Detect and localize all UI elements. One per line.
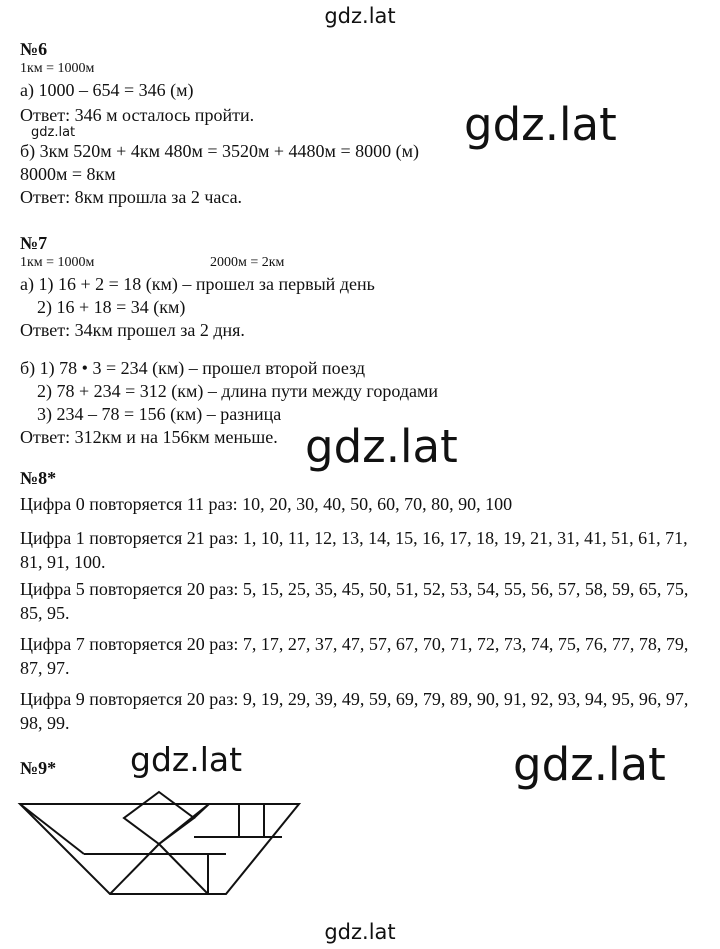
watermark-bottom: gdz.lat — [324, 920, 396, 944]
task8-digit-5: Цифра 5 повторяется 20 раз: 5, 15, 25, 35, 45, 50, 51, 52, 53, 54, 55, 56, 57, 58, 59, 65, 75, 85, 95. — [20, 579, 689, 623]
task6-answer-a: Ответ: 346 м осталось пройти. — [20, 105, 255, 125]
task6-answer-b: Ответ: 8км прошла за 2 часа. — [20, 187, 243, 207]
task7-line-b1: б) 1) 78 • 3 = 234 (км) – прошел второй поезд — [20, 358, 366, 378]
task6-conversion: 8000м = 8км — [20, 164, 116, 184]
lower-diagonal-2 — [159, 844, 208, 894]
top-square — [124, 792, 194, 844]
task8-digit-9: Цифра 9 повторяется 20 раз: 9, 19, 29, 39, 49, 59, 69, 79, 89, 90, 91, 92, 93, 94, 95, 96, 97, 98, 99. — [20, 689, 689, 733]
task7-line-b2: 2) 78 + 234 = 312 (км) – длина пути между городами — [37, 381, 439, 401]
lower-diagonal — [110, 844, 159, 894]
boat-outline — [20, 804, 299, 894]
task9-heading: №9* — [20, 758, 57, 778]
task7-answer-b: Ответ: 312км и на 156км меньше. — [20, 427, 278, 447]
watermark-large: gdz.lat — [464, 98, 617, 151]
task7-note-1: 1км = 1000м — [20, 255, 95, 270]
task8-digit-1: Цифра 1 повторяется 21 раз: 1, 10, 11, 12, 13, 14, 15, 16, 17, 18, 19, 21, 31, 41, 51, 61, 71, 81, 91, 100. — [20, 528, 688, 572]
task6-line-a: а) 1000 – 654 = 346 (м) — [20, 80, 194, 100]
task7-line-a2: 2) 16 + 18 = 34 (км) — [37, 297, 186, 317]
watermark-large: gdz.lat — [513, 738, 666, 791]
upper-left-diagonal — [20, 804, 84, 854]
task8-digit-7: Цифра 7 повторяется 20 раз: 7, 17, 27, 37, 47, 57, 67, 70, 71, 72, 73, 74, 75, 76, 77, 78, 79, 87, 97. — [20, 634, 689, 678]
task7-notes — [20, 254, 285, 272]
task8-digit-0: Цифра 0 повторяется 11 раз: 10, 20, 30, 40, 50, 60, 70, 80, 90, 100 — [20, 494, 513, 514]
task7-heading: №7 — [20, 233, 48, 253]
task6-note: 1км = 1000м — [20, 61, 95, 76]
watermark-large: gdz.lat — [130, 740, 243, 779]
task7-line-b3: 3) 234 – 78 = 156 (км) – разница — [37, 404, 282, 424]
watermark-top: gdz.lat — [324, 4, 396, 28]
tangram-boat-figure — [16, 790, 306, 902]
task8-heading: №8* — [20, 468, 57, 488]
task7-line-a1: а) 1) 16 + 2 = 18 (км) – прошел за первый день — [20, 274, 375, 294]
watermark-small: gdz.lat — [31, 125, 76, 140]
task7-note-2: 2000м = 2км — [210, 255, 285, 270]
task6-line-b: б) 3км 520м + 4км 480м = 3520м + 4480м = 8000 (м) — [20, 141, 419, 161]
task7-answer-a: Ответ: 34км прошел за 2 дня. — [20, 320, 245, 340]
watermark-large: gdz.lat — [305, 420, 458, 473]
task6-heading: №6 — [20, 39, 48, 59]
